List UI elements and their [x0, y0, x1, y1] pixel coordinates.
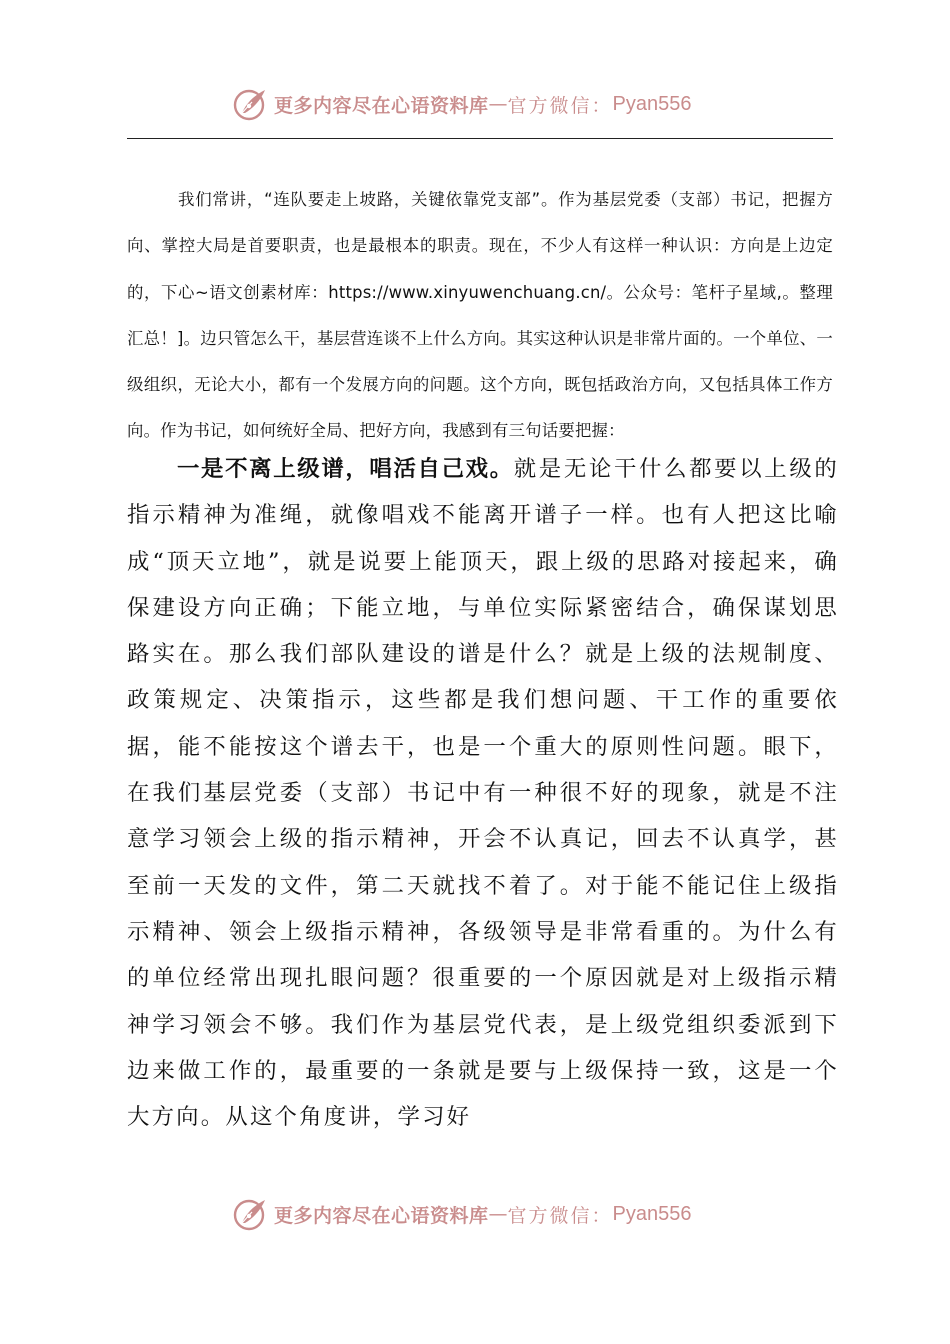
lead-sentence: 一是不离上级谱，唱活自己戏。 — [177, 456, 514, 482]
header-wechat-id: Pyan556 — [612, 92, 692, 115]
header-dash: — — [488, 93, 508, 115]
footer-dash: — — [488, 1203, 508, 1225]
footer-wechat-id: Pyan556 — [612, 1202, 692, 1225]
header-library-name: 更多内容尽在心语资料库 — [274, 94, 489, 117]
header-divider — [127, 138, 833, 139]
main-paragraph — [127, 446, 839, 1140]
main-paragraph-text: 就是无论干什么都要以上级的指示精神为准绳，就像唱戏不能离开谱子一样。也有人把这比喻成“顶天立地”，就是说要上能顶天，跟上级的思路对接起来，确保建设方向正确；下能立地，与单位实际紧密结合，确保谋划思路实在。那么我们部队建设的谱是什么？就是上级的法规制度、政策规定、决策指示，这些都是我们想问题、干工作的重要依据，能不能按这个谱去干，也是一个重大的原则性问题。眼下，在我们基层党委（支部）书记中有一种很不好的现象，就是不注意学习领会上级的指示精神，开会不认真记，回去不认真学，甚至前一天发的文件，第二天就找不着了。对于能不能记住上级指示精神、领会上级指示精神，各级领导是非常看重的。为什么有的单位经常出现扎眼问题？很重要的一个原因就是对上级指示精神学习领会不够。我们作为基层党代表，是上级党组织委派到下边来做工作的，最重要的一条就是要与上级保持一致，这是一个大方向。从这个角度讲，学习好 — [127, 456, 839, 1131]
footer-library-name: 更多内容尽在心语资料库 — [274, 1204, 489, 1227]
header-wechat-label: 官方微信： — [507, 94, 613, 117]
quill-pen-logo-icon — [232, 86, 268, 122]
footer-watermark — [232, 1194, 692, 1234]
header-watermark — [232, 84, 692, 124]
intro-paragraph: 我们常讲，“连队要走上坡路，关键依靠党支部”。作为基层党委（支部）书记，把握方向、掌控大局是首要职责，也是最根本的职责。现在，不少人有这样一种认识：方向是上边定的，下心~语文创素材库：https://www.xinyuwenchuang.cn/。公众号：笔杆子星域,。整理汇总！]。边只管怎么干，基层营连谈不上什么方向。其实这种认识是非常片面的。一个单位、一级组织，无论大小，都有一个发展方向的问题。这个方向，既包括政治方向，又包括具体工作方向。作为书记，如何统好全局、把好方向，我感到有三句话要把握： — [127, 190, 833, 441]
quill-pen-logo-icon — [232, 1196, 268, 1232]
footer-wechat-label: 官方微信： — [507, 1204, 613, 1227]
